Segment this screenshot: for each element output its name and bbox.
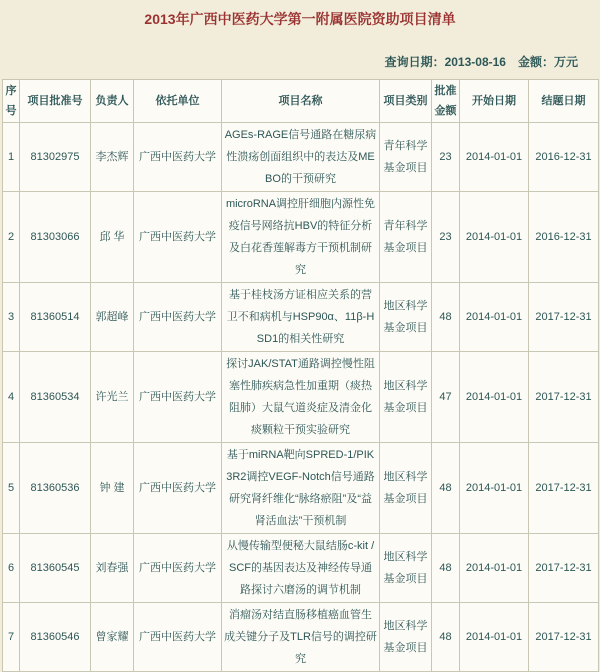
cell-amount: 47 — [432, 352, 460, 443]
cell-leader: 李杰辉 — [91, 123, 134, 192]
cell-institution: 广西中医药大学 — [134, 443, 222, 534]
cell-amount: 23 — [432, 192, 460, 283]
cell-end-date: 2017-12-31 — [529, 352, 599, 443]
cell-approval-no: 81360545 — [20, 534, 91, 603]
cell-start-date: 2014-01-01 — [460, 534, 529, 603]
cell-project-name: 消瘤汤对结直肠移植癌血管生成关键分子及TLR信号的调控研究 — [222, 603, 380, 672]
cell-start-date: 2014-01-01 — [460, 123, 529, 192]
cell-amount: 48 — [432, 443, 460, 534]
page-title: 2013年广西中医药大学第一附属医院资助项目清单 — [144, 11, 456, 27]
cell-approval-no: 81302975 — [20, 123, 91, 192]
header-start-date: 开始日期 — [460, 80, 529, 123]
header-row — [3, 80, 599, 123]
cell-start-date: 2014-01-01 — [460, 603, 529, 672]
cell-institution: 广西中医药大学 — [134, 192, 222, 283]
cell-seq: 4 — [3, 352, 20, 443]
cell-end-date: 2017-12-31 — [529, 443, 599, 534]
cell-end-date: 2016-12-31 — [529, 192, 599, 283]
header-project-name: 项目名称 — [222, 80, 380, 123]
cell-seq: 7 — [3, 603, 20, 672]
cell-institution: 广西中医药大学 — [134, 534, 222, 603]
projects-table — [2, 79, 599, 672]
header-amount: 批准金额 — [432, 80, 460, 123]
cell-seq: 2 — [3, 192, 20, 283]
cell-category: 地区科学基金项目 — [380, 443, 432, 534]
cell-end-date: 2017-12-31 — [529, 283, 599, 352]
cell-project-name: 基于桂枝汤方证相应关系的营卫不和病机与HSP90α、11β-HSD1的相关性研究 — [222, 283, 380, 352]
cell-start-date: 2014-01-01 — [460, 192, 529, 283]
cell-category: 地区科学基金项目 — [380, 534, 432, 603]
cell-leader: 许光兰 — [91, 352, 134, 443]
cell-leader: 郭超峰 — [91, 283, 134, 352]
cell-leader: 邱 华 — [91, 192, 134, 283]
table-header — [3, 80, 599, 123]
header-seq: 序号 — [3, 80, 20, 123]
cell-approval-no: 81360514 — [20, 283, 91, 352]
cell-category: 地区科学基金项目 — [380, 603, 432, 672]
cell-approval-no: 81303066 — [20, 192, 91, 283]
cell-category: 地区科学基金项目 — [380, 283, 432, 352]
cell-start-date: 2014-01-01 — [460, 283, 529, 352]
cell-leader: 曾家耀 — [91, 603, 134, 672]
cell-seq: 5 — [3, 443, 20, 534]
cell-end-date: 2017-12-31 — [529, 534, 599, 603]
cell-institution: 广西中医药大学 — [134, 123, 222, 192]
cell-category: 青年科学基金项目 — [380, 123, 432, 192]
cell-project-name: microRNA调控肝细胞内源性免疫信号网络抗HBV的特征分析及白花香莲解毒方干预机制研究 — [222, 192, 380, 283]
cell-category: 地区科学基金项目 — [380, 352, 432, 443]
table-row — [3, 352, 599, 443]
table-row — [3, 534, 599, 603]
cell-institution: 广西中医药大学 — [134, 352, 222, 443]
cell-approval-no: 81360546 — [20, 603, 91, 672]
cell-seq: 1 — [3, 123, 20, 192]
cell-amount: 48 — [432, 534, 460, 603]
cell-institution: 广西中医药大学 — [134, 283, 222, 352]
query-date-value: 2013-08-16 — [444, 55, 506, 69]
cell-approval-no: 81360534 — [20, 352, 91, 443]
cell-leader: 刘春强 — [91, 534, 134, 603]
table-row — [3, 443, 599, 534]
cell-amount: 48 — [432, 283, 460, 352]
cell-project-name: 从慢传输型便秘大鼠结肠c-kit /SCF的基因表达及神经传导通路探讨六磨汤的调节机制 — [222, 534, 380, 603]
table-row — [3, 123, 599, 192]
cell-end-date: 2016-12-31 — [529, 123, 599, 192]
header-institution: 依托单位 — [134, 80, 222, 123]
cell-start-date: 2014-01-01 — [460, 352, 529, 443]
cell-seq: 3 — [3, 283, 20, 352]
query-date-label: 查询日期： — [384, 55, 445, 69]
cell-amount: 23 — [432, 123, 460, 192]
header-category: 项目类别 — [380, 80, 432, 123]
header-approval-no: 项目批准号 — [20, 80, 91, 123]
table-body — [3, 123, 599, 672]
cell-amount: 48 — [432, 603, 460, 672]
table-row — [3, 603, 599, 672]
header-leader: 负责人 — [91, 80, 134, 123]
cell-end-date: 2017-12-31 — [529, 603, 599, 672]
cell-seq: 6 — [3, 534, 20, 603]
amount-unit: 万元 — [553, 55, 578, 69]
cell-project-name: 基于miRNA靶向SPRED-1/PIK3R2调控VEGF-Notch信号通路研究肾纤维化“脉络瘀阻”及“益肾活血法”干预机制 — [222, 443, 380, 534]
query-info-line — [0, 53, 600, 70]
cell-start-date: 2014-01-01 — [460, 443, 529, 534]
cell-project-name: AGEs-RAGE信号通路在糖尿病性溃疡创面组织中的表达及MEBO的干预研究 — [222, 123, 380, 192]
amount-label: 金额： — [517, 55, 554, 69]
cell-project-name: 探讨JAK/STAT通路调控慢性阻塞性肺疾病急性加重期（痰热阻肺）大鼠气道炎症及清金化痰颗粒干预实验研究 — [222, 352, 380, 443]
cell-leader: 钟 建 — [91, 443, 134, 534]
cell-approval-no: 81360536 — [20, 443, 91, 534]
cell-category: 青年科学基金项目 — [380, 192, 432, 283]
header-end-date: 结题日期 — [529, 80, 599, 123]
table-row — [3, 192, 599, 283]
cell-institution: 广西中医药大学 — [134, 603, 222, 672]
table-row — [3, 283, 599, 352]
